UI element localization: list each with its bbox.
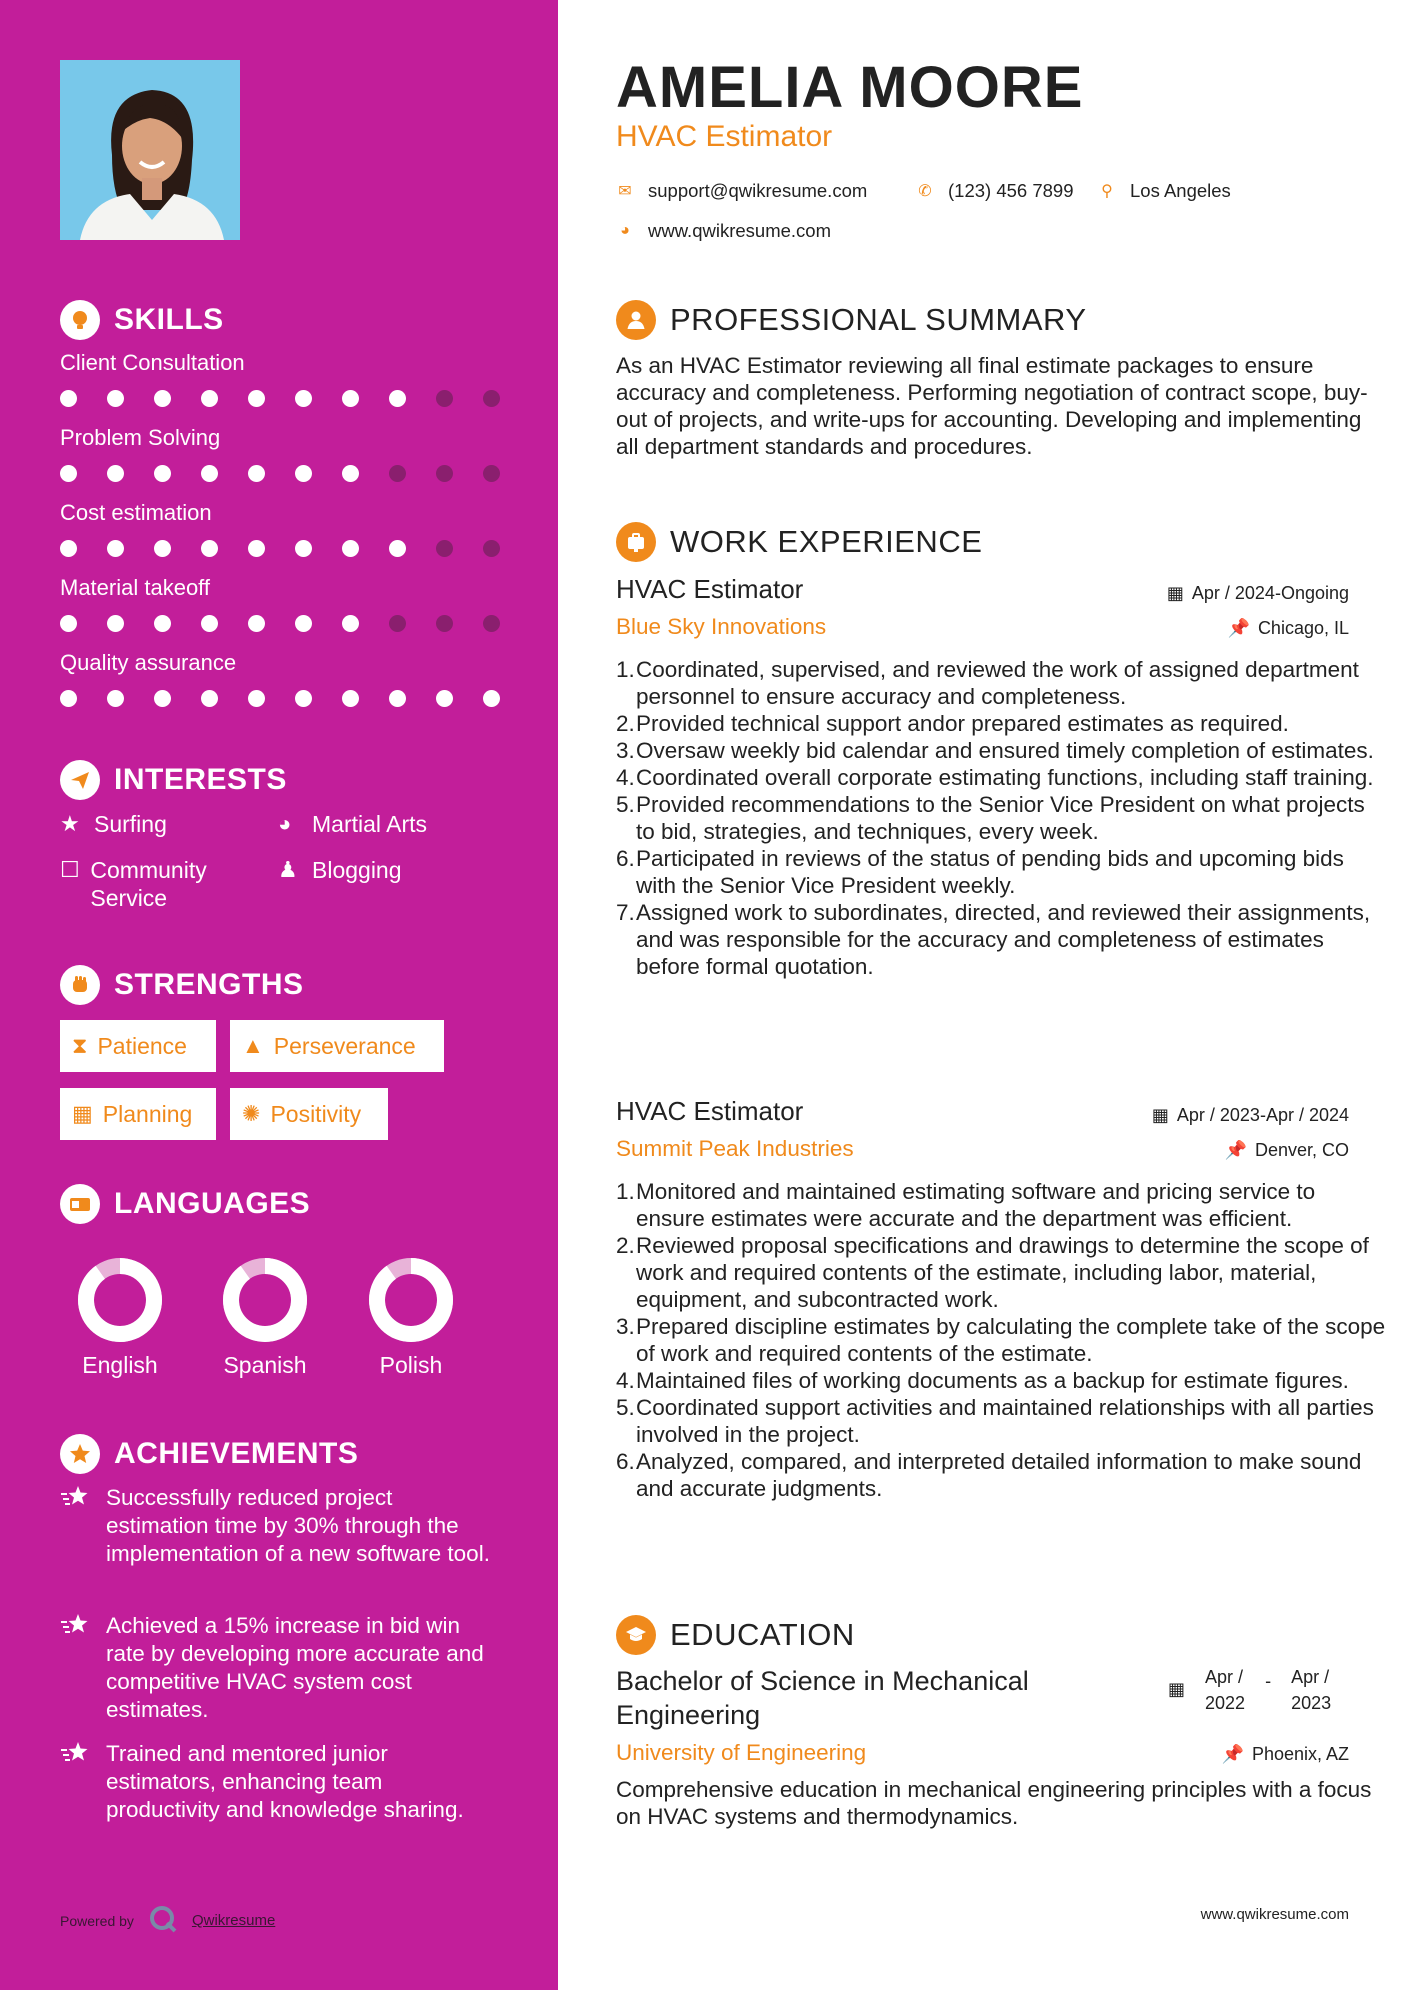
job-bullet — [616, 1232, 1386, 1313]
strength-chip — [230, 1088, 388, 1140]
skill-name: Client Consultation — [60, 350, 245, 375]
qwikresume-logo-icon — [148, 1904, 178, 1937]
job-bullet — [616, 1178, 1386, 1232]
location-contact — [1098, 180, 1231, 202]
job-location-text: Denver, CO — [1254, 1140, 1349, 1160]
rating-dot — [201, 465, 218, 482]
job-bullet — [616, 710, 1386, 737]
star-award-icon — [60, 1484, 92, 1568]
star-icon: ★ — [60, 811, 80, 836]
rating-dot — [483, 615, 500, 632]
envelope-icon: ✉ — [618, 183, 632, 200]
summary-heading — [616, 300, 1087, 340]
candidate-role: HVAC Estimator — [616, 120, 833, 153]
rating-dot — [248, 540, 265, 557]
rating-dot — [295, 390, 312, 407]
achievement-item — [60, 1484, 500, 1568]
rating-dot — [389, 390, 406, 407]
job-bullet — [616, 764, 1386, 791]
experience-heading — [616, 522, 982, 562]
skills-heading — [60, 300, 224, 340]
achievements-heading — [60, 1434, 358, 1474]
rating-dot — [483, 540, 500, 557]
rating-dot — [436, 690, 453, 707]
map-pin-icon: ⚲ — [1101, 183, 1113, 200]
rating-dot — [248, 690, 265, 707]
bullet-text: Coordinated, supervised, and reviewed the work of assigned department personnel to ensure accuracy and completeness. — [636, 657, 1359, 709]
road-icon: ▲ — [242, 1033, 264, 1058]
rating-dot — [154, 390, 171, 407]
bullet-number: 6. — [616, 1449, 635, 1474]
rating-dot — [201, 690, 218, 707]
bullet-number: 5. — [616, 1395, 635, 1420]
bullet-number: 5. — [616, 792, 635, 817]
pushpin-icon: 📌 — [1227, 618, 1250, 638]
language-icon — [60, 1184, 100, 1224]
bullet-number: 6. — [616, 846, 635, 871]
strengths-heading — [60, 965, 304, 1005]
hand-icon: ☐ — [60, 857, 80, 882]
job-dates-text: Apr / 2023-Apr / 2024 — [1176, 1105, 1349, 1125]
bullet-number: 2. — [616, 1233, 635, 1258]
skill-rating — [60, 390, 500, 407]
date-separator: - — [1265, 1671, 1272, 1691]
education-end — [1291, 1664, 1331, 1716]
rating-dot — [107, 465, 124, 482]
achievement-text: Achieved a 15% increase in bid win rate by developing more accurate and competitive HVAC system cost estimates. — [106, 1613, 484, 1722]
bullet-text: Coordinated support activities and maintained relationships with all parties involved in the project. — [636, 1395, 1374, 1447]
bullet-text: Participated in reviews of the status of pending bids and upcoming bids with the Senior Vice President weekly. — [636, 846, 1344, 898]
summary-title: PROFESSIONAL SUMMARY — [670, 302, 1087, 337]
job-location — [1225, 1140, 1349, 1161]
lightbulb-icon — [60, 300, 100, 340]
phone-text[interactable]: (123) 456 7899 — [948, 180, 1074, 201]
rating-dot — [201, 390, 218, 407]
job-location-text: Chicago, IL — [1257, 618, 1349, 638]
rating-dot — [436, 540, 453, 557]
education-start-month: Apr / — [1205, 1667, 1244, 1687]
job-title: HVAC Estimator — [616, 574, 804, 604]
job-dates — [1152, 1105, 1349, 1126]
calendar-icon: ▦ — [1168, 1679, 1186, 1699]
job-bullet — [616, 845, 1386, 899]
bullet-number: 4. — [616, 765, 635, 790]
powered-by-prefix: Powered by — [60, 1912, 134, 1929]
rating-dot — [295, 690, 312, 707]
calendar-icon: ▦ — [1166, 583, 1184, 603]
bullet-text: Prepared discipline estimates by calculating the complete take of the scope of work and required contents of the estimate. — [636, 1314, 1386, 1366]
skill-rating — [60, 690, 500, 707]
location-text: Los Angeles — [1130, 180, 1231, 201]
skills-title: SKILLS — [114, 303, 224, 336]
profile-photo — [60, 60, 240, 240]
education-start — [1205, 1664, 1245, 1716]
achievement-item — [60, 1740, 500, 1824]
rating-dot — [295, 465, 312, 482]
job-dates — [1167, 583, 1349, 604]
summary-text: As an HVAC Estimator reviewing all final estimate packages to ensure accuracy and completeness. Performing negotiation of contract scope, buy-out of projects, and write-ups for accounting. Developing and implementing all department standards and procedures. — [616, 353, 1368, 459]
achievement-text: Successfully reduced project estimation time by 30% through the implementation of a new software tool. — [106, 1485, 490, 1566]
interest-item — [60, 856, 260, 912]
rating-dot — [342, 540, 359, 557]
job-dates-text: Apr / 2024-Ongoing — [1191, 583, 1349, 603]
skill-item — [60, 425, 500, 482]
achievement-item — [60, 1612, 500, 1724]
bullet-number: 3. — [616, 1314, 635, 1339]
language-ring — [215, 1250, 315, 1355]
paper-plane-icon — [60, 760, 100, 800]
education-dates — [1168, 1664, 1331, 1716]
strength-label: Perseverance — [273, 1032, 416, 1059]
rating-dot — [154, 465, 171, 482]
calendar-icon: ▦ — [72, 1101, 93, 1126]
rating-dot — [60, 690, 77, 707]
rating-dot — [154, 690, 171, 707]
rating-dot — [483, 390, 500, 407]
bullet-text: Reviewed proposal specifications and drawings to determine the scope of work and required contents of the estimate, including labor, material, equipment, and subcontracted work. — [636, 1233, 1369, 1312]
phone-icon: ✆ — [918, 183, 932, 200]
job-location — [1228, 618, 1349, 639]
rating-dot — [436, 390, 453, 407]
star-award-icon — [60, 1612, 92, 1724]
rating-dot — [248, 465, 265, 482]
rating-dot — [483, 690, 500, 707]
bullet-number: 7. — [616, 900, 635, 925]
rating-dot — [154, 615, 171, 632]
qwikresume-link[interactable]: Qwikresume — [191, 1912, 276, 1929]
strength-chip — [60, 1088, 216, 1140]
education-title: EDUCATION — [670, 1617, 855, 1652]
skill-name: Quality assurance — [60, 650, 237, 675]
rating-dot — [295, 615, 312, 632]
footer-website[interactable]: www.qwikresume.com — [1200, 1906, 1349, 1923]
bullet-number: 4. — [616, 1368, 635, 1393]
spinner-icon: ✺ — [242, 1101, 261, 1126]
job-bullet — [616, 1448, 1386, 1502]
job-bullet — [616, 1313, 1386, 1367]
job-bullet — [616, 791, 1386, 845]
language-label: Spanish — [223, 1352, 307, 1378]
main-content — [558, 0, 1407, 1990]
briefcase-icon — [616, 522, 656, 562]
fist-icon — [60, 965, 100, 1005]
interest-label: Martial Arts — [312, 811, 428, 837]
job-bullets — [616, 656, 1386, 980]
language-ring — [70, 1250, 170, 1355]
bullet-text: Analyzed, compared, and interpreted detailed information to make sound and accurate judgments. — [636, 1449, 1362, 1501]
ring-fill — [377, 1266, 445, 1334]
bullet-number: 1. — [616, 657, 635, 682]
rating-dot — [389, 465, 406, 482]
rating-dot — [389, 690, 406, 707]
bullet-text: Assigned work to subordinates, directed, and reviewed their assignments, and was responsible for the accuracy and completeness of estimates before formal quotation. — [636, 900, 1371, 979]
job-bullets — [616, 1178, 1386, 1502]
education-end-year: 2023 — [1291, 1693, 1332, 1713]
achievement-text: Trained and mentored junior estimators, enhancing team productivity and knowledge sharing. — [106, 1741, 464, 1822]
interests-title: INTERESTS — [114, 763, 287, 796]
education-location-text: Phoenix, AZ — [1251, 1744, 1349, 1764]
rating-dot — [107, 390, 124, 407]
job-title: HVAC Estimator — [616, 1096, 804, 1126]
phone-contact — [916, 180, 1074, 202]
bullet-text: Provided technical support andor prepared estimates as required. — [636, 711, 1289, 736]
strengths-title: STRENGTHS — [114, 968, 304, 1001]
rating-dot — [107, 540, 124, 557]
skill-rating — [60, 615, 500, 632]
job-bullet — [616, 1394, 1386, 1448]
rating-dot — [60, 615, 77, 632]
strength-label: Positivity — [270, 1100, 362, 1127]
hourglass-icon: ⧗ — [72, 1033, 88, 1058]
pushpin-icon: 📌 — [1224, 1140, 1247, 1160]
rating-dot — [201, 615, 218, 632]
rating-dot — [342, 465, 359, 482]
users-icon: ♟ — [278, 857, 298, 882]
globe-icon: ◕ — [620, 222, 630, 239]
interest-label: Community Service — [90, 857, 207, 911]
sidebar — [0, 0, 558, 1990]
skill-name: Cost estimation — [60, 500, 212, 525]
rating-dot — [483, 465, 500, 482]
bullet-text: Maintained files of working documents as a backup for estimate figures. — [636, 1368, 1349, 1393]
job-bullet — [616, 1367, 1386, 1394]
job-bullet — [616, 656, 1386, 710]
rating-dot — [389, 540, 406, 557]
email-contact — [616, 180, 867, 202]
bullet-number: 1. — [616, 1179, 635, 1204]
language-label: Polish — [379, 1352, 443, 1378]
education-heading — [616, 1615, 855, 1655]
interest-label: Blogging — [312, 857, 402, 883]
achievements-title: ACHIEVEMENTS — [114, 1437, 359, 1470]
experience-title: WORK EXPERIENCE — [670, 524, 983, 559]
interest-item — [278, 810, 427, 838]
education-location — [1222, 1744, 1349, 1765]
skill-rating — [60, 465, 500, 482]
strength-chip — [230, 1020, 444, 1072]
rating-dot — [201, 540, 218, 557]
skill-item — [60, 575, 500, 632]
rating-dot — [342, 390, 359, 407]
website-contact — [616, 220, 831, 242]
bullet-text: Oversaw weekly bid calendar and ensured timely completion of estimates. — [636, 738, 1374, 763]
bullet-number: 2. — [616, 711, 635, 736]
calendar-icon: ▦ — [1151, 1105, 1169, 1125]
rating-dot — [436, 615, 453, 632]
star-award-icon — [60, 1740, 92, 1824]
education-degree: Bachelor of Science in Mechanical Engineering — [616, 1666, 1029, 1730]
interests-heading — [60, 760, 287, 800]
education-end-month: Apr / — [1291, 1667, 1330, 1687]
job-company: Blue Sky Innovations — [616, 614, 827, 639]
rating-dot — [342, 690, 359, 707]
rating-dot — [60, 390, 77, 407]
rating-dot — [107, 615, 124, 632]
language-label: English — [82, 1352, 158, 1378]
rating-dot — [248, 390, 265, 407]
languages-heading — [60, 1184, 310, 1224]
education-description: Comprehensive education in mechanical engineering principles with a focus on HVAC systems and thermodynamics. — [616, 1777, 1372, 1829]
website-text[interactable]: www.qwikresume.com — [648, 220, 831, 241]
graduation-cap-icon — [616, 1615, 656, 1655]
languages-title: LANGUAGES — [114, 1187, 311, 1220]
bullet-text: Provided recommendations to the Senior Vice President on what projects to bid, strategies, and techniques, every week. — [636, 792, 1365, 844]
education-school: University of Engineering — [616, 1740, 867, 1765]
ring-fill — [231, 1266, 299, 1334]
rating-dot — [436, 465, 453, 482]
bullet-text: Monitored and maintained estimating software and pricing service to ensure estimates were accurate and the department was efficient. — [636, 1179, 1316, 1231]
skill-item — [60, 500, 500, 557]
globe-icon: ◕ — [278, 811, 292, 836]
rating-dot — [60, 465, 77, 482]
rating-dot — [107, 690, 124, 707]
job-company: Summit Peak Industries — [616, 1136, 854, 1161]
bullet-text: Coordinated overall corporate estimating functions, including staff training. — [636, 765, 1374, 790]
job-bullet — [616, 737, 1386, 764]
interest-label: Surfing — [94, 811, 167, 837]
language-ring — [361, 1250, 461, 1355]
candidate-name: AMELIA MOORE — [616, 55, 1084, 120]
education-start-year: 2022 — [1205, 1693, 1246, 1713]
powered-by — [60, 1904, 275, 1937]
pushpin-icon: 📌 — [1221, 1744, 1244, 1764]
bullet-number: 3. — [616, 738, 635, 763]
star-badge-icon — [60, 1434, 100, 1474]
skill-name: Problem Solving — [60, 425, 221, 450]
skill-rating — [60, 540, 500, 557]
skill-name: Material takeoff — [60, 575, 211, 600]
rating-dot — [60, 540, 77, 557]
skill-item — [60, 650, 500, 707]
rating-dot — [295, 540, 312, 557]
ring-fill — [86, 1266, 154, 1334]
rating-dot — [342, 615, 359, 632]
user-icon — [616, 300, 656, 340]
rating-dot — [389, 615, 406, 632]
strength-label: Patience — [97, 1032, 187, 1059]
interest-item — [278, 856, 402, 884]
rating-dot — [248, 615, 265, 632]
strength-chip — [60, 1020, 216, 1072]
email-text[interactable]: support@qwikresume.com — [648, 180, 868, 201]
rating-dot — [154, 540, 171, 557]
job-bullet — [616, 899, 1386, 980]
skill-item — [60, 350, 500, 407]
interest-item — [60, 810, 167, 838]
strength-label: Planning — [102, 1100, 193, 1127]
